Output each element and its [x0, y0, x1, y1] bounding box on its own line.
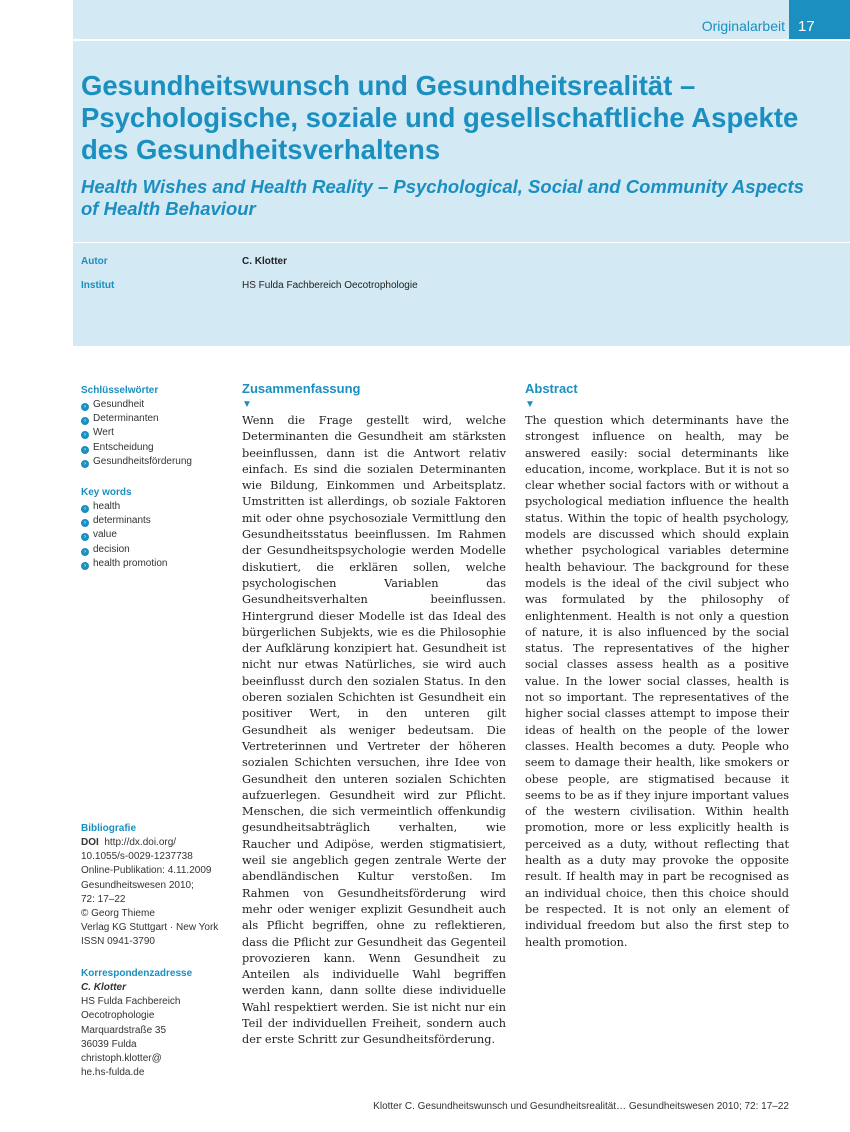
doi-link[interactable]: http://dx.doi.org/	[104, 837, 177, 848]
keyword: Wert	[93, 427, 114, 439]
address-line: HS Fulda Fachbereich	[81, 996, 181, 1008]
correspondence-name: C. Klotter	[81, 982, 126, 993]
arrow-bullet-icon: ›	[81, 431, 89, 439]
triangle-down-icon: ▼	[525, 399, 535, 410]
publisher-line: Verlag KG Stuttgart · New York	[81, 922, 219, 934]
keyword: Gesundheitsförderung	[93, 455, 192, 467]
keywords-en-block	[81, 486, 231, 571]
list-item	[81, 514, 231, 528]
keywords-de-list	[81, 398, 231, 469]
footer-citation: Klotter C. Gesundheitswunsch und Gesundheitsrealität… Gesundheitswesen 2010; 72: 17–22	[373, 1101, 789, 1112]
journal-line: Gesundheitswesen 2010;	[81, 879, 194, 891]
abstract-german	[242, 381, 506, 1049]
correspondence-heading: Korrespondenzadresse	[81, 968, 193, 979]
keyword: Gesundheit	[93, 399, 145, 410]
keywords-en-heading: Key words	[81, 487, 132, 498]
keywords-de-block	[81, 384, 231, 469]
keyword: health promotion	[93, 557, 168, 569]
doi-number: 10.1055/s-0029-1237738	[81, 851, 193, 863]
copyright-line: © Georg Thieme	[81, 908, 155, 920]
arrow-bullet-icon: ›	[81, 460, 89, 468]
email-line[interactable]: he.hs-fulda.de	[81, 1067, 145, 1079]
keyword: Entscheidung	[93, 441, 154, 453]
section-label: Originalarbeit	[701, 18, 785, 34]
keyword: determinants	[93, 515, 151, 527]
keywords-en-list	[81, 500, 231, 571]
correspondence-block	[81, 967, 231, 1080]
arrow-bullet-icon: ›	[81, 519, 89, 527]
list-item	[81, 398, 231, 412]
triangle-down-icon: ▼	[242, 399, 252, 410]
issn-line: ISSN 0941-3790	[81, 936, 155, 948]
address-line: 36039 Fulda	[81, 1038, 137, 1050]
abstract-german-heading: Zusammenfassung	[242, 381, 361, 396]
institute-label: Institut	[81, 280, 115, 291]
page-number: 17	[789, 0, 850, 39]
institute-name: HS Fulda Fachbereich Oecotrophologie	[242, 280, 418, 291]
keyword: health	[93, 501, 121, 512]
header-band	[73, 0, 850, 346]
list-item	[81, 426, 231, 440]
arrow-bullet-icon: ›	[81, 562, 89, 570]
arrow-bullet-icon: ›	[81, 403, 89, 411]
list-item	[81, 543, 231, 557]
abstract-german-text: Wenn die Frage gestellt wird, welche Determinanten die Gesundheit am stärksten beeinflussen, dann ist die Antwort relativ einfach. Es sind die sozialen Determinanten wie Bildung, Einkommen und Arbeitsplatz. Umstritten ist allerdings, ob soziale Faktoren mit oder ohne psychosoziale Vermittlung den Gesundheitsstatus beeinflussen. Im Rahmen der Gesundheitspsychologie werden Modelle diskutiert, die erklären sollen, welche psychologischen Variablen das Gesundheitsverhalten beeinflussen. Hintergrund dieser Modelle ist das Ideal des bürgerlichen Subjekts, wie es die Philosophie der Aufklärung konzipiert hat. Gesundheit ist nicht nur etwas Natürliches, sie wird auch beeinflusst durch den sozialen Status. In den oberen sozialen Schichten ist Gesundheit ein positiver Wert, in den unteren gilt Gesundheit als weniger bedeutsam. Die Vertreterinnen und Vertreter der höheren sozialen Schichten versuchen, ihre Idee von Gesundheit den unteren sozialen Schichten aufzuerlegen. Gesundheit wird zur Pflicht. Menschen, die sich vermeintlich offenkundig gesundheitsabträglich verhalten, wie Raucher und Adipöse, werden stigmatisiert, weil sie angeblich gegen zentrale Werte der abendländischen Kultur verstoßen. Im Rahmen von Gesundheitsförderung wird mehr oder weniger explizit Gesundheit auch als Pflicht begriffen, ohne zu reflektieren, dass die Pflicht zur Gesundheit das Gegenteil provozieren kann. Wenn Gesundheit zu Anteilen als individuelle Wahl begriffen werden kann, dann sollte diese individuelle Wahl respektiert werden. Sie ist nicht nur ein Teil der individuellen Freiheit, sondern auch der erste Schritt zur Gesundheitsförderung.	[242, 414, 506, 1047]
list-item	[81, 441, 231, 455]
arrow-bullet-icon: ›	[81, 505, 89, 513]
list-item	[81, 412, 231, 426]
address-line: Oecotrophologie	[81, 1010, 155, 1022]
list-item	[81, 455, 231, 469]
title-divider	[73, 242, 850, 243]
author-name: C. Klotter	[242, 256, 287, 267]
doi-label: DOI	[81, 837, 99, 848]
arrow-bullet-icon: ›	[81, 417, 89, 425]
keywords-de-heading: Schlüsselwörter	[81, 385, 159, 396]
volume-pages: 72: 17–22	[81, 893, 126, 905]
header-divider	[73, 39, 850, 41]
doi-line	[81, 836, 231, 850]
arrow-bullet-icon: ›	[81, 548, 89, 556]
title-english: Health Wishes and Health Reality – Psychological, Social and Community Aspects of Health Behaviour	[81, 176, 804, 219]
list-item	[81, 500, 231, 514]
arrow-bullet-icon: ›	[81, 533, 89, 541]
email-line[interactable]: christoph.klotter@	[81, 1053, 162, 1065]
abstract-english	[525, 381, 789, 951]
abstract-english-text: The question which determinants have the strongest influence on health, may be answered easily: social determinants like education, income, workplace. But it is not so clear whether social factors with or without a psychological mediation influence the health status. Within the topic of health psychology, models are discussed which should explain whether psychological variables determine health behaviour. The background for these models is the ideal of the civil subject who was formulated by the philosophy of enlightenment. Health is not only a question of nature, it is also influenced by the social status. The representatives of the higher social classes assess health as a positive value. In the lower social classes, health is not so important. The representatives of the higher social classes attempt to impose their ideas of health on the people of the lower classes. Health becomes a duty. People who seem to damage their health, like smokers or obese people, are stigmatised because it seems to be as if they injure important values of the western civilisation. Within health promotion, more or less explicitly health is perceived as a duty, without reflecting that health as a duty may provoke the opposite result. If health may in part be recognised as an individual choice, then this choice should be respected. It is not only an element of individual freedom but also the first step to health promotion.	[525, 414, 789, 949]
list-item	[81, 557, 231, 571]
keyword: Determinanten	[93, 413, 159, 425]
list-item	[81, 528, 231, 542]
online-publication: Online-Publikation: 4.11.2009	[81, 865, 212, 877]
bibliography-heading: Bibliografie	[81, 823, 137, 834]
address-line: Marquardstraße 35	[81, 1024, 167, 1036]
keyword: decision	[93, 543, 130, 555]
arrow-bullet-icon: ›	[81, 446, 89, 454]
author-label: Autor	[81, 256, 108, 267]
abstract-english-heading: Abstract	[525, 381, 578, 396]
bibliography-block	[81, 822, 231, 950]
keyword: value	[93, 529, 117, 541]
title-german: Gesundheitswunsch und Gesundheitsrealität – Psychologische, soziale und gesellschaftliche Aspekte des Gesundheitsverhaltens	[81, 70, 799, 165]
